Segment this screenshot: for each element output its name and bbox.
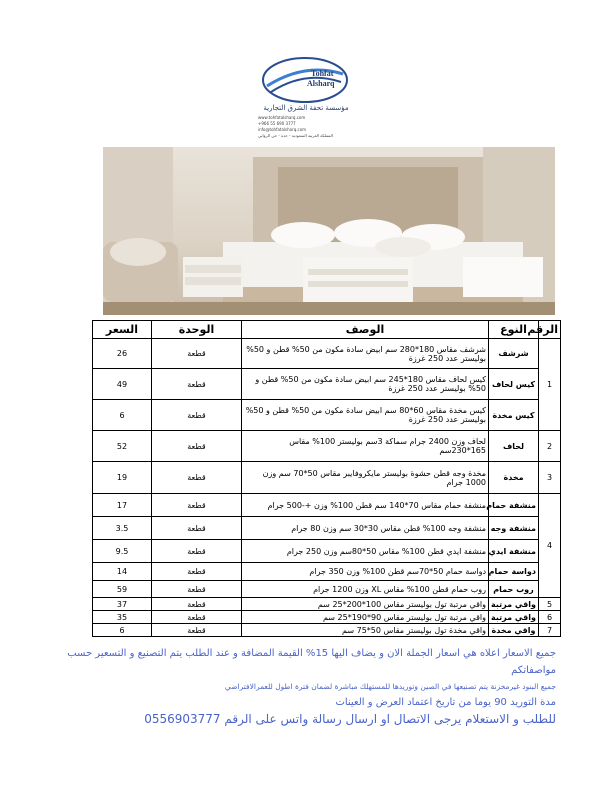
row-price: 6: [93, 400, 152, 431]
row-num: 2: [539, 431, 561, 462]
row-unit: قطعة: [152, 624, 242, 637]
row-unit: قطعة: [152, 400, 242, 431]
row-unit: قطعة: [152, 581, 242, 598]
row-type: مخدة: [489, 462, 539, 494]
table-row: [93, 540, 561, 563]
note-delivery-time: مدة التوريد 90 يوما من تاريخ اعتماد العرض و العينات: [335, 697, 556, 708]
row-unit: قطعة: [152, 431, 242, 462]
row-price: 3.5: [93, 517, 152, 540]
header-price: السعر: [93, 321, 152, 339]
table-row: [93, 563, 561, 581]
table-row: [93, 517, 561, 540]
table-row: [93, 431, 561, 462]
bedroom-photo: [103, 147, 555, 315]
row-unit: قطعة: [152, 369, 242, 400]
phone-line: +966 55 690 3777: [258, 121, 296, 126]
company-name: مؤسسة تحفة الشرق التجارية: [263, 104, 349, 112]
row-price: 35: [93, 611, 152, 624]
row-type: لحاف: [489, 431, 539, 462]
row-desc: لحاف وزن 2400 جرام سماكة 3سم بوليستر 100% مقاس 165*230سم: [242, 431, 489, 462]
company-logo: [259, 56, 351, 104]
header-num: الرقم: [539, 321, 561, 339]
price-table: [92, 320, 561, 637]
letterhead: [0, 0, 612, 150]
row-num: 7: [539, 624, 561, 637]
row-price: 37: [93, 598, 152, 611]
svg-text:Tohfat: Tohfat: [311, 69, 334, 78]
table-row: [93, 462, 561, 494]
row-price: 26: [93, 339, 152, 369]
table-row: [93, 611, 561, 624]
row-type: واقي مرتبة: [489, 611, 539, 624]
svg-text:Alsharq: Alsharq: [307, 79, 335, 88]
row-desc: واقي مرتبة تول بوليستر مقاس 100*200*25 سم: [242, 598, 489, 611]
row-num: 4: [539, 494, 561, 598]
row-num: 6: [539, 611, 561, 624]
row-price: 6: [93, 624, 152, 637]
table-row: [93, 598, 561, 611]
row-price: 9.5: [93, 540, 152, 563]
row-unit: قطعة: [152, 517, 242, 540]
row-unit: قطعة: [152, 611, 242, 624]
contact-info: [258, 115, 333, 139]
header-type: النوع: [489, 321, 539, 339]
header-desc: الوصف: [242, 321, 489, 339]
row-unit: قطعة: [152, 540, 242, 563]
row-type: منشفة وجه: [489, 517, 539, 540]
row-type: منشفة ايدي: [489, 540, 539, 563]
row-num: 3: [539, 462, 561, 494]
row-price: 49: [93, 369, 152, 400]
row-desc: منشفة حمام مقاس 70*140 سم قطن 100% وزن +-500 جرام: [242, 494, 489, 517]
row-price: 19: [93, 462, 152, 494]
row-type: كيس مخدة: [489, 400, 539, 431]
row-desc: كيس مخدة مقاس 60*80 سم ابيض سادة مكون من 50% قطن و 50% بوليستر عدد 250 غرزة: [242, 400, 489, 431]
row-unit: قطعة: [152, 598, 242, 611]
row-desc: واقي مرتبة تول بوليستر مقاس 90*190*25 سم: [242, 611, 489, 624]
table-row: [93, 494, 561, 517]
row-unit: قطعة: [152, 462, 242, 494]
row-type: دواسة حمام: [489, 563, 539, 581]
row-price: 52: [93, 431, 152, 462]
row-unit: قطعة: [152, 339, 242, 369]
row-desc: واقي مخدة تول بوليستر مقاس 50*75 سم: [242, 624, 489, 637]
row-type: روب حمام: [489, 581, 539, 598]
row-desc: شرشف مقاس 180*280 سم ابيض سادة مكون من 50% قطن و 50% بوليستر عدد 250 غرزة: [242, 339, 489, 369]
row-num: 1: [539, 339, 561, 431]
row-price: 17: [93, 494, 152, 517]
row-type: كيس لحاف: [489, 369, 539, 400]
row-unit: قطعة: [152, 494, 242, 517]
table-row: [93, 581, 561, 598]
table-header-row: [93, 321, 561, 339]
row-type: واقي مخدة: [489, 624, 539, 637]
row-desc: مخدة وجه قطن حشوة بوليستر مايكروفايبر مقاس 50*70 سم وزن 1000 جرام: [242, 462, 489, 494]
row-desc: منشفة ايدي قطن 100% مقاس 50*80سم وزن 250 جرام: [242, 540, 489, 563]
row-num: 5: [539, 598, 561, 611]
website-line: www.tohfatalsharq.com: [258, 115, 306, 120]
table-row: [93, 369, 561, 400]
row-desc: دواسة حمام 50*70سم قطن 100% وزن 350 جرام: [242, 563, 489, 581]
row-unit: قطعة: [152, 563, 242, 581]
table-row: [93, 400, 561, 431]
row-desc: روب حمام قطن 100% مقاس XL وزن 1200 جرام: [242, 581, 489, 598]
header-unit: الوحدة: [152, 321, 242, 339]
address-line: المملكة العربية السعودية - جدة - حي الروابي: [258, 133, 333, 138]
table-row: [93, 339, 561, 369]
row-desc: منشفة وجه 100% قطن مقاس 30*30 سم وزن 80 جرام: [242, 517, 489, 540]
row-type: شرشف: [489, 339, 539, 369]
row-price: 59: [93, 581, 152, 598]
note-manufacturing: جميع البنود غيرمخزنة يتم تصنيعها في الصين وتوريدها للمستهلك مباشرة لضمان فترة اطول للعمرالافتراضي: [224, 682, 556, 691]
note-prices-vat: جميع الاسعار اعلاه هي اسعار الجملة الان و يضاف اليها 15% القيمة المضافة و عند الطلب يتم التصنيع و التسعير حسب مواصفاتكم: [67, 648, 556, 676]
email-line: info@tohfatalsharq.com: [258, 127, 307, 132]
row-type: واقي مرتبة: [489, 598, 539, 611]
row-price: 14: [93, 563, 152, 581]
table-row: [93, 624, 561, 637]
row-type: منشفة حمام: [489, 494, 539, 517]
note-contact: للطلب و الاستعلام يرجى الاتصال او ارسال رسالة واتس على الرقم 0556903777: [144, 712, 556, 726]
row-desc: كيس لحاف مقاس 180*245 سم ابيض سادة مكون من 50% قطن و 50% بوليستر عدد 250 غرزة: [242, 369, 489, 400]
